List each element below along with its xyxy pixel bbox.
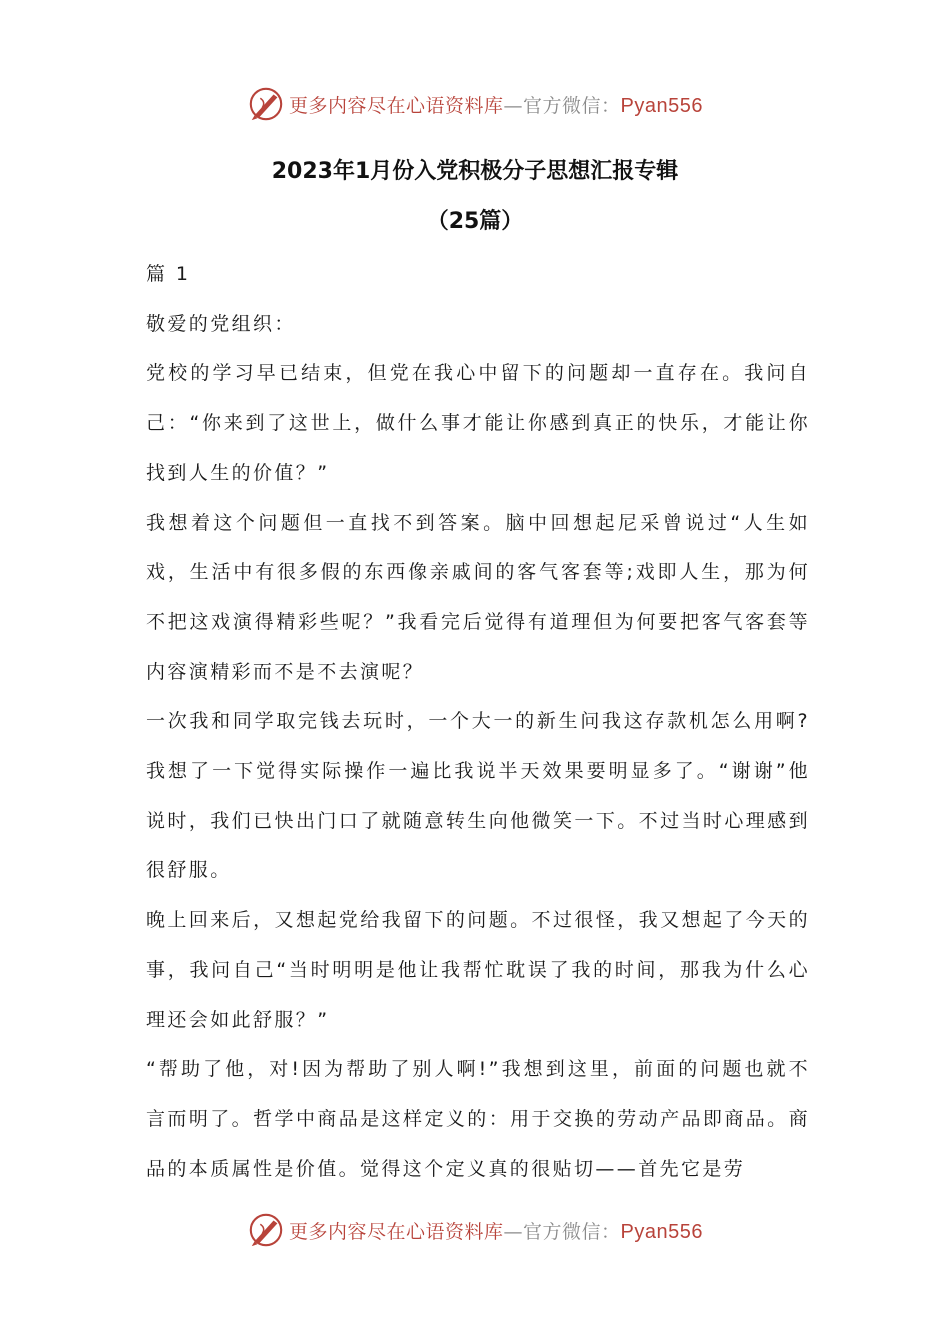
pen-logo-icon — [247, 1211, 285, 1249]
document-body — [146, 250, 810, 1194]
watermark-main: 更多内容尽在心语资料库 — [289, 94, 504, 117]
paragraph: “帮助了他，对!因为帮助了别人啊!”我想到这里，前面的问题也就不言而明了。哲学中商品是这样定义的：用于交换的劳动产品即商品。商品的本质属性是价值。觉得这个定义真的很贴切——首先它是劳 — [146, 1058, 810, 1180]
salutation: 敬爱的党组织： — [146, 312, 296, 335]
watermark-text — [289, 1217, 703, 1244]
watermark-banner-top — [0, 82, 950, 126]
watermark-separator: — — [503, 94, 524, 117]
document-subtitle: （25篇） — [426, 209, 524, 234]
section-label: 篇 1 — [146, 263, 191, 285]
watermark-banner-bottom — [0, 1208, 950, 1252]
paragraph: 晚上回来后，又想起党给我留下的问题。不过很怪，我又想起了今天的事，我问自己“当时明明是他让我帮忙耽误了我的时间，那我为什么心理还会如此舒服？” — [146, 909, 810, 1031]
watermark-main: 更多内容尽在心语资料库 — [289, 1220, 504, 1243]
watermark-wechat-id: Pyan556 — [620, 94, 703, 117]
watermark-wechat-label: 官方微信： — [523, 94, 621, 117]
pen-logo-icon — [247, 85, 285, 123]
watermark-separator: — — [503, 1220, 524, 1243]
paragraph: 党校的学习早已结束，但党在我心中留下的问题却一直存在。我问自己：“你来到了这世上，做什么事才能让你感到真正的快乐，才能让你找到人生的价值？” — [146, 362, 810, 484]
paragraph: 一次我和同学取完钱去玩时，一个大一的新生问我这存款机怎么用啊?我想了一下觉得实际操作一遍比我说半天效果要明显多了。“谢谢”他说时，我们已快出门口了就随意转生向他微笑一下。不过当时心理感到很舒服。 — [146, 710, 810, 882]
watermark-wechat-label: 官方微信： — [523, 1220, 621, 1243]
watermark-wechat-id: Pyan556 — [620, 1220, 703, 1243]
watermark-text — [289, 91, 703, 118]
document-title: 2023年1月份入党积极分子思想汇报专辑 — [271, 159, 679, 184]
paragraph: 我想着这个问题但一直找不到答案。脑中回想起尼采曾说过“人生如戏，生活中有很多假的东西像亲戚间的客气客套等;戏即人生，那为何不把这戏演得精彩些呢？”我看完后觉得有道理但为何要把客气客套等内容演精彩而不是不去演呢？ — [146, 511, 810, 683]
